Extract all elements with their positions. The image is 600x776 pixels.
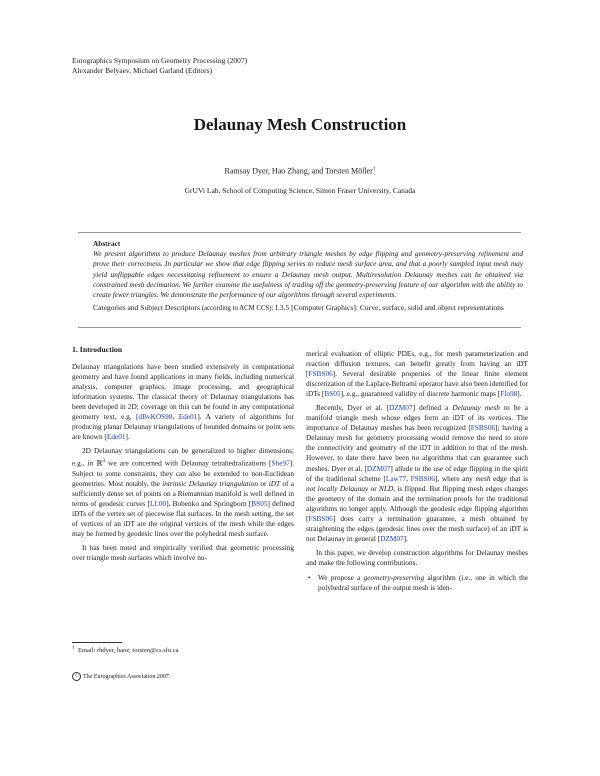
section-heading: 1. Introduction: [72, 345, 123, 354]
footnote-text: Email: rhdyer, haoz, torsten@cs.sfu.ca: [78, 647, 179, 655]
abstract-top-rule: [78, 232, 521, 233]
copyright-text: The Eurographics Association 2007.: [83, 673, 171, 680]
citation-link[interactable]: Law77: [385, 473, 407, 483]
citation-link[interactable]: FSBS06: [308, 369, 333, 379]
running-header: [72, 56, 247, 76]
categories-label: Categories and Subject Descriptors: [93, 303, 200, 313]
abstract-body: We present algorithms to produce Delaunay meshes from arbitrary triangle meshes by edge flipping and geometry-preserving refinement and prove their correctness. In particular we show that edge flipping serves to reduce mesh surface area, and that a poorly sampled input mesh may yield unflippable edges necessitating refinement to ensure a Delaunay mesh output. Multiresolution Delaunay meshes can be obtained via constrained mesh decimation. We further examine the usefulness of trading off the geometry-preserving feature of our algorithm with the ability to create fewer triangles. We demonstrate the performance of our algorithms through several experiments.: [93, 249, 523, 300]
venue-line: Eurographics Symposium on Geometry Processing (2007): [72, 56, 248, 65]
citation-link[interactable]: BS05: [324, 389, 341, 399]
citation-link[interactable]: DZM07: [389, 403, 413, 413]
citation-link[interactable]: Ede01: [106, 432, 126, 442]
citation-link[interactable]: DZM07: [380, 533, 404, 543]
left-column: [72, 345, 294, 563]
contribution-bullet: • We propose a geometry-preserving algorithm (i.e., one in which the polyhedral surface of the output mesh is iden-: [306, 573, 528, 593]
citation-link[interactable]: FSBS06: [470, 423, 496, 433]
author-names: Ramsay Dyer, Hao Zhang, and Torsten Möller: [224, 166, 373, 176]
footnote-rule: [72, 642, 122, 643]
citation-link[interactable]: DZM07: [366, 463, 391, 473]
paragraph: merical evaluation of elliptic PDEs, e.g., for mesh parameterization and reaction diffusion textures, can benefit greatly from having an iDT [FSBS06]. Several desirable properties of the linear finite element discretization of the Laplace-Beltrami operator have also been identified for iDTs [BS05], e.g., guaranteed validity of discrete harmonic maps [Flo98].: [306, 349, 528, 399]
paragraph: Recently, Dyer et al. [DZM07] defined a Delaunay mesh to be a manifold triangle mesh whose edges form an iDT of its vertices. The importance of Delaunay meshes has been recognized [FSBS06]; having a Delaunay mesh for geometry processing would remove the need to store the connectivity and geometry of the iDT in addition to that of the mesh. However, to date there have been no algorithms that can guarantee such meshes. Dyer et al. [DZM07] allude to the use of edge flipping in the spirit of the traditional scheme [Law77, FSBS06], where any mesh edge that is not locally Delaunay or NLD, is flipped. But flipping mesh edges changes the geometry of the domain and the termination proofs for the traditional algorithms no longer apply. Although the geodesic edge flipping algorithm [FSBS06] does carry a termination guarantee, a mesh obtained by straightening the edges (geodesic lines over the mesh surface) of an iDT is not Delaunay in general [DZM07].: [306, 403, 529, 543]
right-column: [306, 349, 528, 593]
abstract-bottom-rule: [78, 327, 521, 328]
citation-link[interactable]: Ede01: [178, 412, 198, 422]
categories-ccs: (according to ACM CCS):: [201, 305, 274, 313]
abstract-heading: Abstract: [93, 239, 121, 248]
paper-title: Delaunay Mesh Construction: [193, 115, 407, 134]
citation-link[interactable]: dBvKOS98: [138, 412, 173, 422]
paragraph: Delaunay triangulations have been studied extensively in computational geometry and have found applications in many fields, including numerical analysis, computer graphics, image processing, and geographical information systems. The classical theory of Delaunay triangulations has been developed in 2D; coverage on this can be found in any computational geometry text, e.g. [dBvKOS98, Ede01]. A variety of algorithms for producing planar Delaunay triangulations of bounded domains or point sets are known [Ede01].: [72, 362, 294, 442]
author-footnote-mark: †: [372, 166, 376, 172]
paragraph: In this paper, we develop construction algorithms for Delaunay meshes and make the following contributions.: [306, 547, 528, 567]
editors-line: Alexander Belyaev, Michael Garland (Editors): [72, 66, 213, 75]
citation-link[interactable]: Flo98: [500, 389, 518, 399]
citation-link[interactable]: LL00: [149, 499, 167, 509]
citation-link[interactable]: She97: [271, 458, 290, 468]
copyright-line: [72, 672, 170, 681]
affiliation: GrUVi Lab, School of Computing Science, Simon Fraser University, Canada: [184, 186, 416, 195]
categories-value: I.3.5 [Computer Graphics]: Curve, surface, solid and object representations: [275, 303, 504, 313]
paragraph: 2D Delaunay triangulations can be generalized to higher dimensions; e.g., in ℝ$^3$ we are concerned with Delaunay tetrahedralizations [She97]. Subject to some constraints, they can also be extended to non-Euclidean geometries. Most notably, the intrinsic Delaunay triangulation or iDT of a sufficiently dense set of points on a Riemannian manifold is well defined in terms of geodesic curves [LL00]. Bobenko and Springborn [BS05] defined iDTs of the vertex set of piecewise flat surfaces. In the mesh setting, the set of vertices of an iDT are the original vertices of the mesh while the edges may be formed by geodesic lines over the polyhedral mesh surface.: [72, 446, 295, 539]
footnote-mark: †: [72, 645, 75, 651]
footnote: [72, 645, 178, 654]
acm-categories: [93, 303, 523, 314]
author-list: [0, 166, 600, 176]
copyright-icon: c: [72, 672, 81, 681]
citation-link[interactable]: BS05: [251, 499, 268, 509]
citation-link[interactable]: FSBS06: [410, 473, 435, 483]
paragraph: It has been noted and empirically verified that geometric processing over triangle mesh surfaces which involve nu-: [72, 543, 294, 563]
abstract-block: [93, 239, 523, 314]
citation-link[interactable]: FSBS06: [308, 513, 333, 523]
